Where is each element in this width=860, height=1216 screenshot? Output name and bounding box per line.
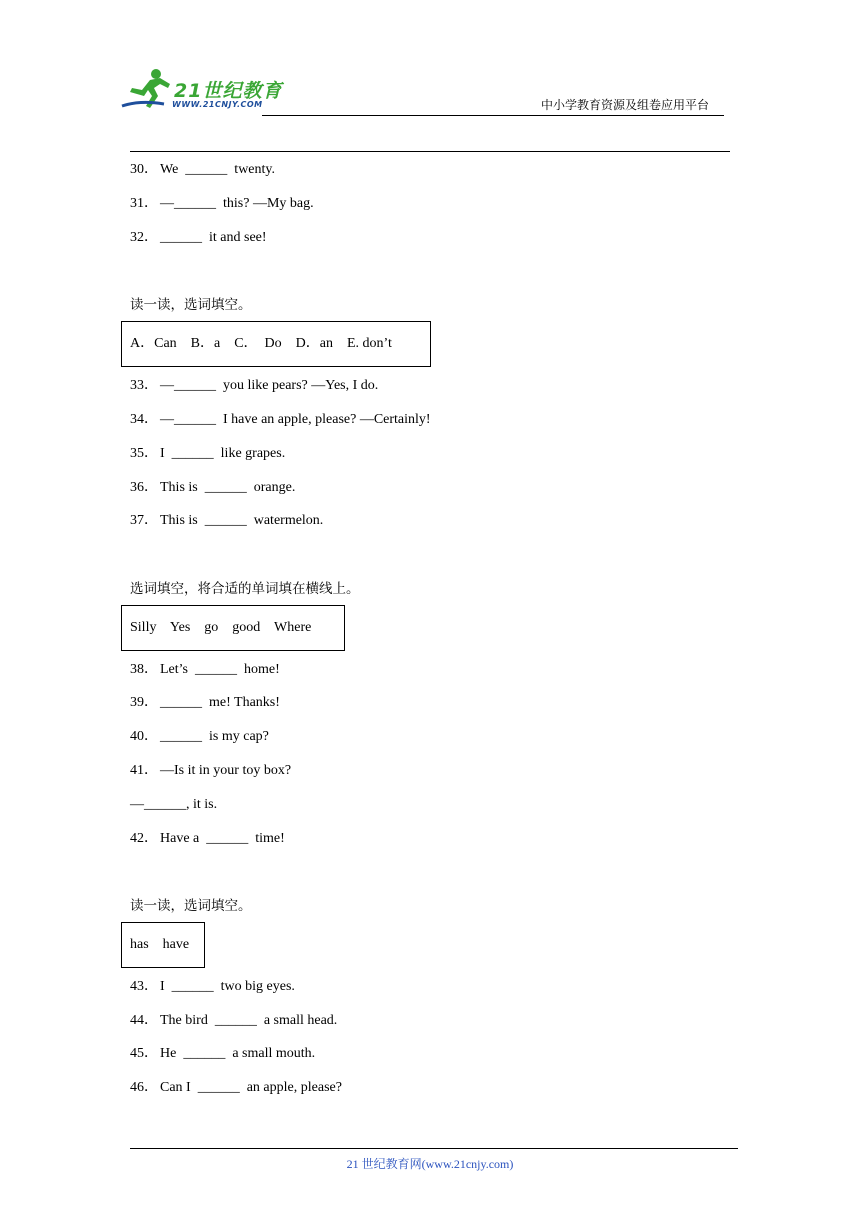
platform-name: 中小学教育资源及组卷应用平台 <box>541 98 710 112</box>
question-text: Have a ______ time! <box>160 831 285 846</box>
header-rule-thin <box>262 115 724 116</box>
question-number: 38． <box>130 662 158 677</box>
word-bank-box: has have <box>121 922 205 968</box>
logo-text: 21世纪教育 <box>174 80 283 102</box>
section-title: 读一读，选词填空。 <box>130 297 252 313</box>
question-number: 31． <box>130 196 158 211</box>
question-text: ______ me! Thanks! <box>160 695 280 710</box>
logo-url: WWW.21CNJY.COM <box>172 100 263 109</box>
question-number: 40． <box>130 729 158 744</box>
question-text: He ______ a small mouth. <box>160 1046 316 1061</box>
question-text: This is ______ watermelon. <box>160 513 324 528</box>
question-number: 36． <box>130 480 158 495</box>
question-text: This is ______ orange. <box>160 480 296 495</box>
logo <box>120 66 290 116</box>
header-rule <box>130 151 730 152</box>
question-number: 35． <box>130 446 158 461</box>
question-number: 33． <box>130 378 158 393</box>
question-text: I ______ like grapes. <box>160 446 286 461</box>
footer-rule <box>130 1148 738 1149</box>
question-text: —Is it in your toy box? <box>160 763 292 778</box>
question-text: We ______ twenty. <box>160 162 276 177</box>
question-number: 32． <box>130 230 158 245</box>
question-text: The bird ______ a small head. <box>160 1013 338 1028</box>
question-number: 46． <box>130 1080 158 1095</box>
question-number: 41． <box>130 763 158 778</box>
word-bank-box: A．Can B．a C． Do D．an E. don’t <box>121 321 431 367</box>
question-text: Let’s ______ home! <box>160 662 280 677</box>
question-text: ______ is my cap? <box>160 729 269 744</box>
question-text: —______ I have an apple, please? —Certainly! <box>160 412 431 427</box>
question-number: 34． <box>130 412 158 427</box>
runner-logo-icon <box>120 66 180 112</box>
question-number: 44． <box>130 1013 158 1028</box>
question-number: 37． <box>130 513 158 528</box>
question-number: 42． <box>130 831 158 846</box>
section-title: 读一读，选词填空。 <box>130 898 252 914</box>
question-number: 43． <box>130 979 158 994</box>
question-number: 30． <box>130 162 158 177</box>
answer-line: —______, it is. <box>130 797 218 812</box>
question-number: 45． <box>130 1046 158 1061</box>
word-bank-box: Silly Yes go good Where <box>121 605 345 651</box>
question-text: I ______ two big eyes. <box>160 979 295 994</box>
question-text: —______ you like pears? —Yes, I do. <box>160 378 379 393</box>
question-text: Can I ______ an apple, please? <box>160 1080 342 1095</box>
footer-text: 21 世纪教育网(www.21cnjy.com) <box>346 1157 514 1171</box>
question-number: 39． <box>130 695 158 710</box>
section-title: 选词填空，将合适的单词填在横线上。 <box>130 581 360 597</box>
question-text: ______ it and see! <box>160 230 267 245</box>
question-text: —______ this? —My bag. <box>160 196 314 211</box>
